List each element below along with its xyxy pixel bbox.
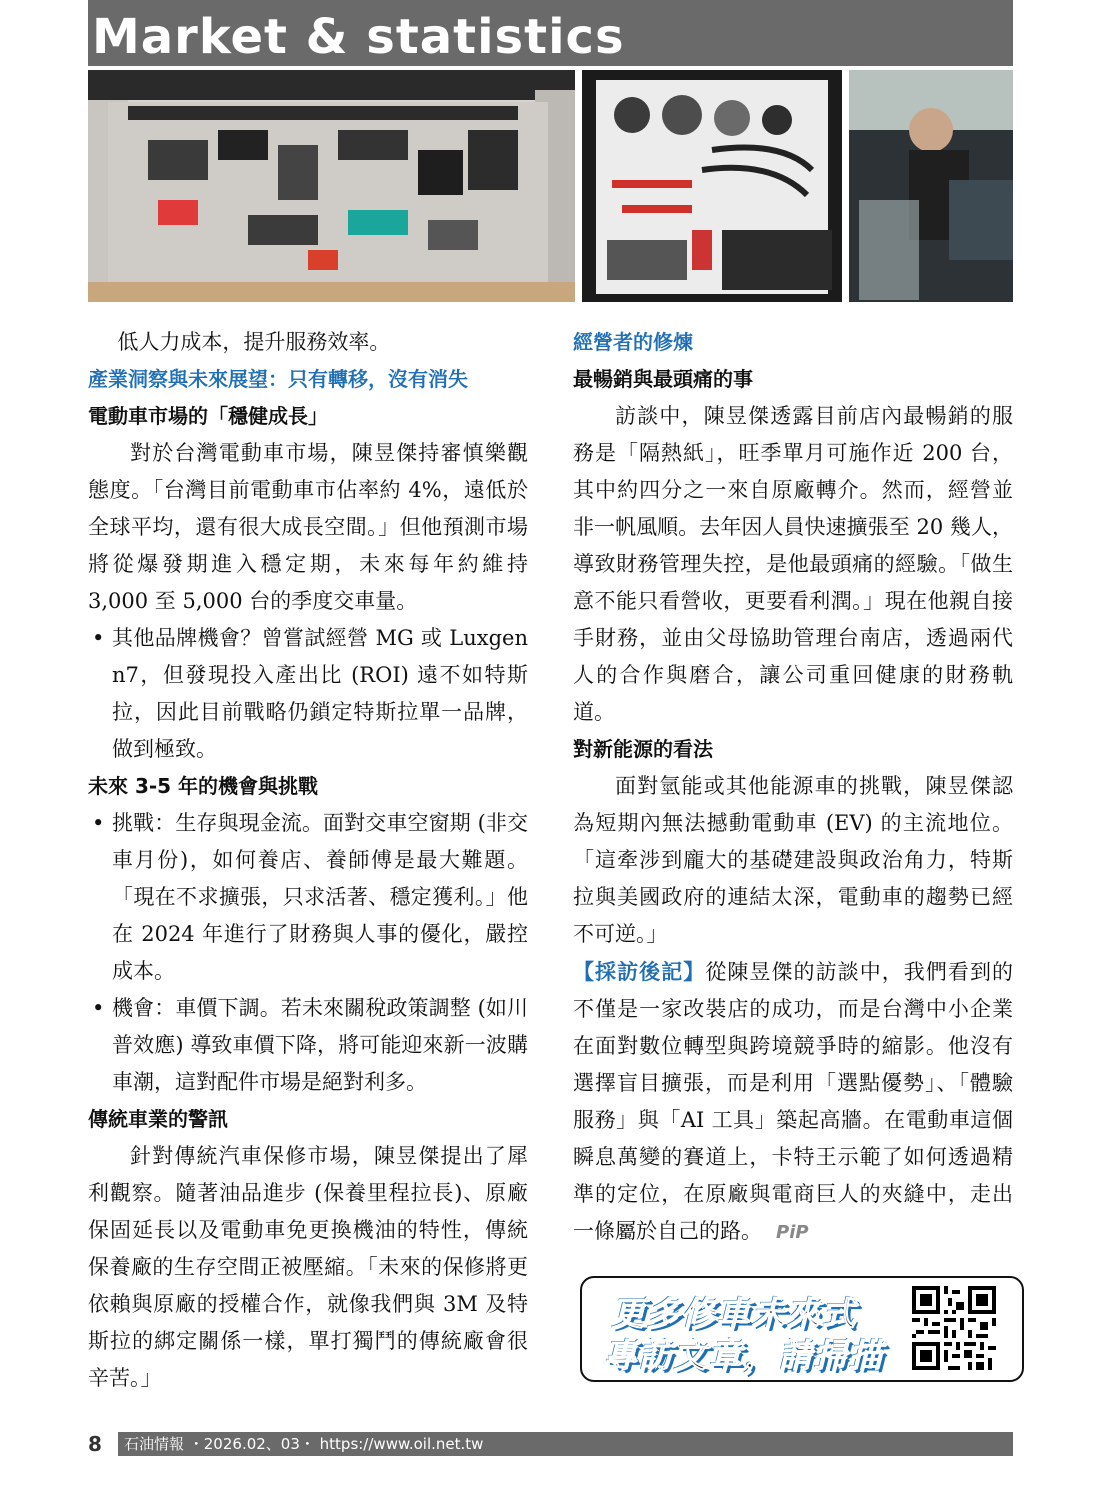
section-heading-outlook: 產業洞察與未來展望：只有轉移，沒有消失 [88, 367, 468, 391]
paragraph-ev-market: 對於台灣電動車市場，陳昱傑持審慎樂觀態度。「台灣目前電動車市佔率約 4%，遠低於全球平均，還有很大成長空間。」但他預測市場將從爆發期進入穩定期，未來每年約維持 3,000 至 5,000 台的季度交車量。 [88, 441, 528, 613]
promo-line-2: 專訪文章，請掃描 [604, 1336, 884, 1375]
bullet-other-brands: • 其他品牌機會？曾嘗試經營 MG 或 Luxgen n7，但發現投入產出比 (ROI) 遠不如特斯拉，因此目前戰略仍鎖定特斯拉單一品牌，做到極致。 [88, 620, 528, 768]
parts-showcase-icon [582, 70, 842, 302]
display-wall-icon [88, 70, 575, 302]
paragraph-new-energy: 面對氫能或其他能源車的挑戰，陳昱傑認為短期內無法撼動電動車 (EV) 的主流地位。「這牽涉到龐大的基礎建設與政治角力，特斯拉與美國政府的連結太深，電動車的趨勢已經不可逆。」 [573, 774, 1013, 946]
subheading-new-energy: 對新能源的看法 [573, 737, 713, 761]
parts-showcase-photo [582, 70, 842, 302]
right-column [573, 324, 1013, 1251]
page-number: 8 [88, 1432, 118, 1456]
window-tint-technician-icon [849, 70, 1013, 302]
paragraph-continuation: 低人力成本，提升服務效率。 [117, 330, 391, 354]
author-signature: PiP [776, 1222, 809, 1243]
paragraph-bestseller: 訪談中，陳昱傑透露目前店內最暢銷的服務是「隔熱紙」，旺季單月可施作近 200 台，其中約四分之一來自原廠轉介。然而，經營並非一帆風順。去年因人員快速擴張至 20 幾人，導致財務管理失控，是他最頭痛的經驗。「做生意不能只看營收，更要看利潤。」現在他親自接手財務，並由父母協助管理台南店，透過兩代人的合作與磨合，讓公司重回健康的財務軌道。 [573, 404, 1013, 724]
afterword-tag: 【採訪後記】 [573, 959, 706, 984]
qr-code-icon[interactable] [912, 1286, 996, 1370]
footer-publication: 石油情報 ・2026.02、03・ https://www.oil.net.tw [124, 1435, 484, 1453]
paragraph-afterword [573, 953, 1013, 1251]
promo-line-1: 更多修車未來式 [612, 1294, 857, 1333]
qr-promo-box [580, 1276, 1024, 1382]
subheading-traditional-warning: 傳統車業的警訊 [88, 1107, 228, 1131]
window-tint-technician-photo [849, 70, 1013, 302]
section-heading-operator: 經營者的修煉 [573, 330, 693, 354]
subheading-3-5-years: 未來 3-5 年的機會與挑戰 [88, 774, 319, 798]
bullet-challenge: • 挑戰：生存與現金流。面對交車空窗期 (非交車月份)，如何養店、養師傅是最大難題。「現在不求擴張，只求活著、穩定獲利。」他在 2024 年進行了財務與人事的優化，嚴控成本。 [88, 805, 528, 990]
left-column [88, 324, 528, 1397]
display-wall-photo [88, 70, 575, 302]
paragraph-traditional-repair: 針對傳統汽車保修市場，陳昱傑提出了犀利觀察。隨著油品進步 (保養里程拉長)、原廠保固延長以及電動車免更換機油的特性，傳統保養廠的生存空間正被壓縮。「未來的保修將更依賴與原廠的授權合作，就像我們與 3M 及特斯拉的綁定關係一樣，單打獨鬥的傳統廠會很辛苦。」 [88, 1144, 528, 1390]
subheading-bestseller: 最暢銷與最頭痛的事 [573, 367, 753, 391]
subheading-ev-market: 電動車市場的「穩健成長」 [88, 404, 328, 428]
bullet-opportunity: • 機會：車價下調。若未來關稅政策調整 (如川普效應) 導致車價下降，將可能迎來新一波購車潮，這對配件市場是絕對利多。 [88, 990, 528, 1101]
afterword-text: 從陳昱傑的訪談中，我們看到的不僅是一家改裝店的成功，而是台灣中小企業在面對數位轉型與跨境競爭時的縮影。他沒有選擇盲目擴張，而是利用「選點優勢」、「體驗服務」與「AI 工具」築起高牆。在電動車這個瞬息萬變的賽道上，卡特王示範了如何透過精準的定位，在原廠與電商巨人的夾縫中，走出一條屬於自己的路。 [573, 960, 1014, 1243]
section-title: Market & statistics [92, 9, 625, 65]
